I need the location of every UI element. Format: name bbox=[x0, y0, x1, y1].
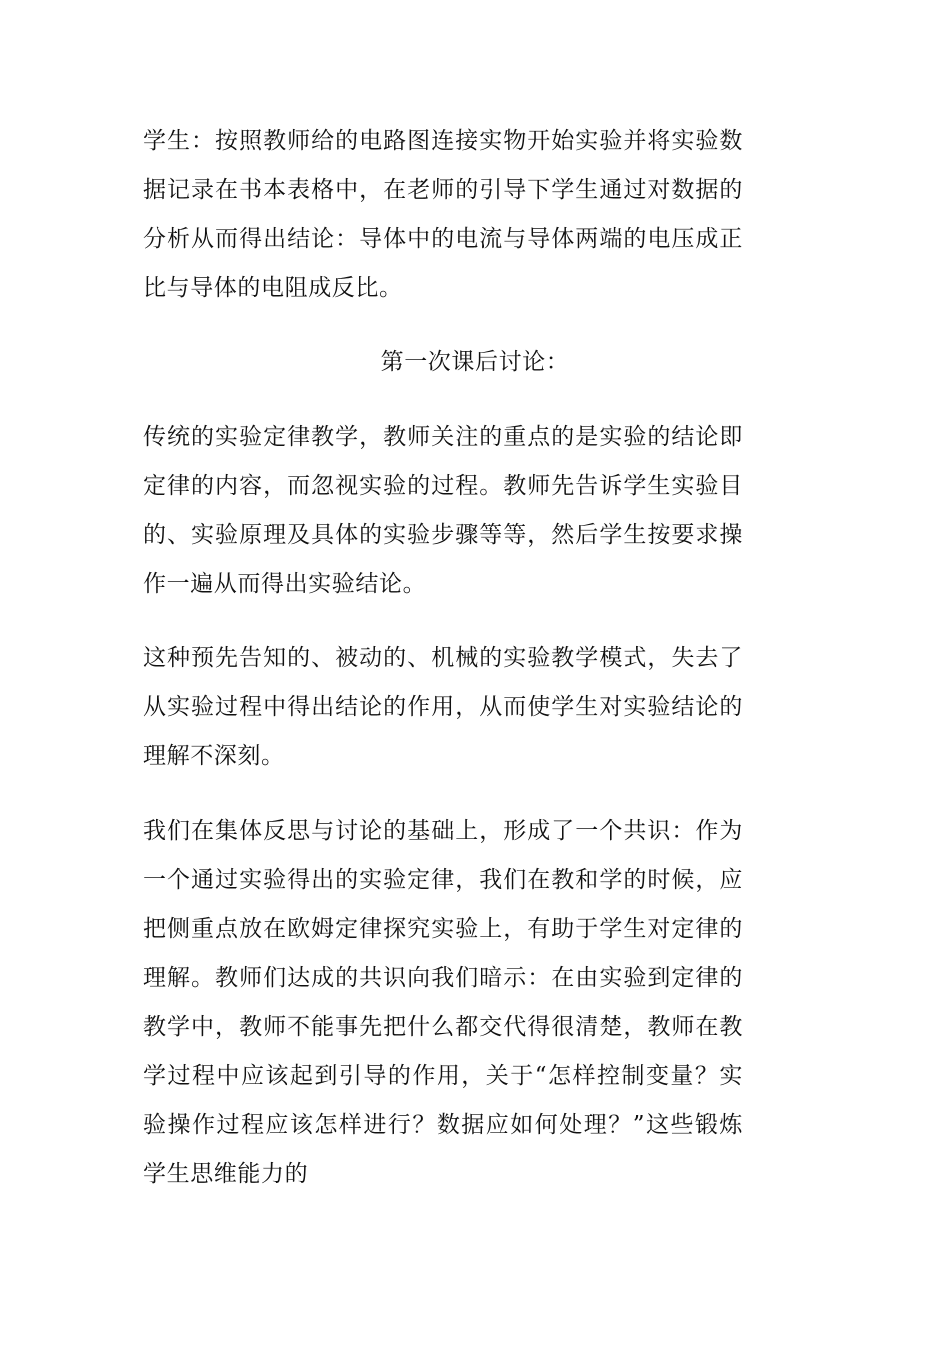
paragraph-traditional-teaching: 传统的实验定律教学，教师关注的重点的是实验的结论即定律的内容，而忽视实验的过程。教师先告诉学生实验目的、实验原理及具体的实验步骤等等，然后学生按要求操作一遍从而得出实验结论。 bbox=[143, 424, 743, 597]
section-heading: 第一次课后讨论： bbox=[380, 349, 570, 375]
paragraph-passive-mode: 这种预先告知的、被动的、机械的实验教学模式，失去了从实验过程中得出结论的作用，从而使学生对实验结论的理解不深刻。 bbox=[143, 645, 743, 769]
paragraph-consensus: 我们在集体反思与讨论的基础上，形成了一个共识：作为一个通过实验得出的实验定律，我们在教和学的时候，应把侧重点放在欧姆定律探究实验上，有助于学生对定律的理解。教师们达成的共识向我们暗示：在由实验到定律的教学中，教师不能事先把什么都交代得很清楚，教师在教学过程中应该起到引导的作用，关于“怎样控制变量？实验操作过程应该怎样进行？数据应如何处理？”这些锻炼学生思维能力的 bbox=[143, 818, 743, 1187]
paragraph-student-experiment: 学生：按照教师给的电路图连接实物开始实验并将实验数据记录在书本表格中，在老师的引导下学生通过对数据的分析从而得出结论：导体中的电流与导体两端的电压成正比与导体的电阻成反比。 bbox=[143, 128, 743, 301]
